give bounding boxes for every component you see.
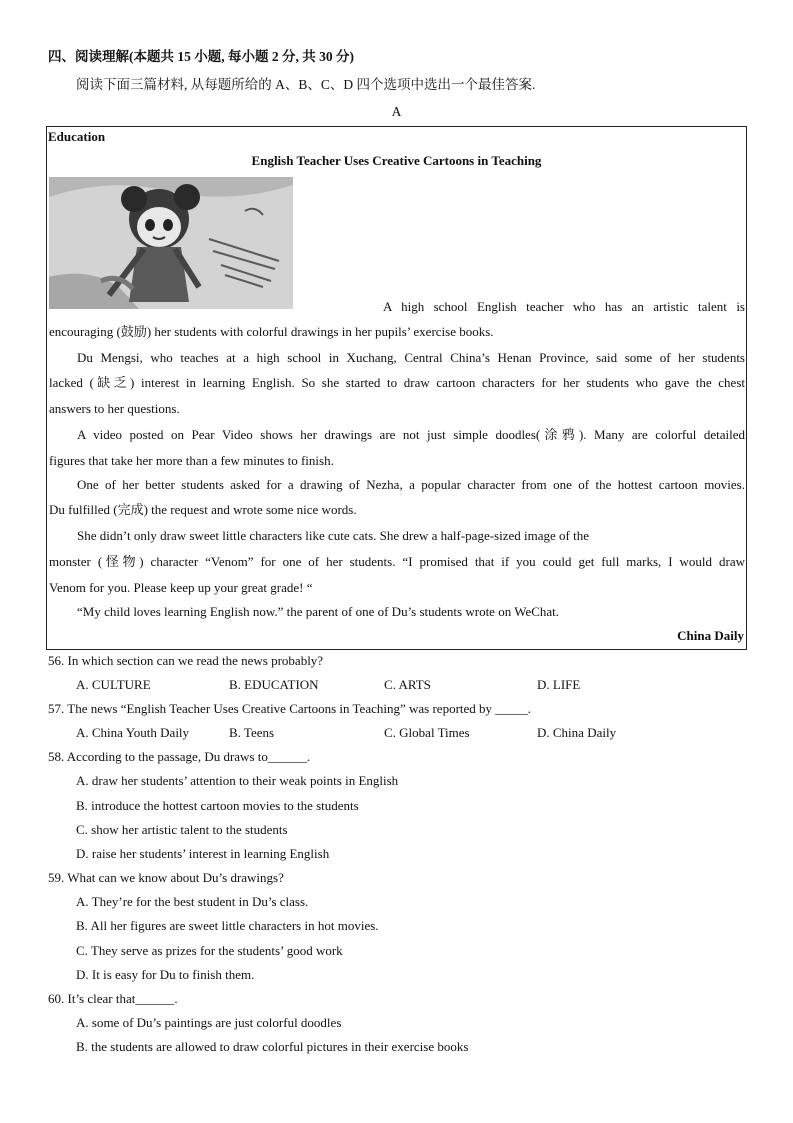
question-57-option-d: D. China Daily <box>537 725 617 740</box>
question-60-option-a: A. some of Du’s paintings are just colorful doodles <box>76 1015 342 1030</box>
article-line-3: Du Mengsi, who teaches at a high school in Xuchang, Central China’s Henan Province, said some of her students <box>77 350 745 365</box>
article-line-2: encouraging (鼓励) her students with colorful drawings in her pupils’ exercise books. <box>49 324 494 339</box>
article-line-10: She didn’t only draw sweet little characters like cute cats. She drew a half-page-sized image of the <box>77 528 589 543</box>
question-58-option-a: A. draw her students’ attention to their weak points in English <box>76 773 399 788</box>
article-line-1: A high school English teacher who has an artistic talent is <box>383 299 745 314</box>
question-60-option-b: B. the students are allowed to draw colorful pictures in their exercise books <box>76 1039 469 1054</box>
question-59-option-c: C. They serve as prizes for the students’ good work <box>76 943 343 958</box>
question-56-stem: 56. In which section can we read the news probably? <box>48 653 324 668</box>
question-59-option-a: A. They’re for the best student in Du’s class. <box>76 894 309 909</box>
question-56-option-d: D. LIFE <box>537 677 581 692</box>
question-57-stem: 57. The news “English Teacher Uses Creative Cartoons in Teaching” was reported by _____. <box>48 701 532 716</box>
question-59-option-d: D. It is easy for Du to finish them. <box>76 967 255 982</box>
question-60-stem: 60. It’s clear that______. <box>48 991 178 1006</box>
article-line-9: Du fulfilled (完成) the request and wrote some nice words. <box>49 502 357 517</box>
section-instruction: 阅读下面三篇材料, 从每题所给的 A、B、C、D 四个选项中选出一个最佳答案. <box>76 77 536 92</box>
article-line-12: Venom for you. Please keep up your great grade! “ <box>49 580 313 595</box>
question-59-option-b: B. All her figures are sweet little characters in hot movies. <box>76 918 379 933</box>
question-58-stem: 58. According to the passage, Du draws to______. <box>48 749 311 764</box>
question-59-stem: 59. What can we know about Du’s drawings? <box>48 870 284 885</box>
question-56-option-c: C. ARTS <box>384 677 431 692</box>
article-line-11: monster (怪物) character “Venom” for one of her students. “I promised that if you could get full marks, I would draw <box>49 554 745 569</box>
question-57-option-b: B. Teens <box>229 725 275 740</box>
article-line-6: A video posted on Pear Video shows her drawings are not just simple doodles(涂鸦). Many are colorful detailed <box>77 427 745 442</box>
question-58-option-c: C. show her artistic talent to the students <box>76 822 288 837</box>
cartoon-drawing-icon <box>49 177 293 309</box>
article-title: English Teacher Uses Creative Cartoons in Teaching <box>251 153 542 168</box>
section-heading: 四、阅读理解(本题共 15 小题, 每小题 2 分, 共 30 分) <box>48 49 354 64</box>
question-58-option-b: B. introduce the hottest cartoon movies to the students <box>76 798 359 813</box>
passage-label: A <box>391 104 402 119</box>
article-box <box>46 126 747 650</box>
question-58-option-d: D. raise her students’ interest in learning English <box>76 846 330 861</box>
question-57-option-c: C. Global Times <box>384 725 470 740</box>
article-line-13: “My child loves learning English now.” the parent of one of Du’s students wrote on WeChat. <box>77 604 560 619</box>
question-57-option-a: A. China Youth Daily <box>76 725 190 740</box>
cartoon-photo <box>49 177 293 309</box>
article-source: China Daily <box>677 628 744 643</box>
article-line-8: One of her better students asked for a drawing of Nezha, a popular character from one of the hottest cartoon movies. <box>77 477 745 492</box>
article-line-5: answers to her questions. <box>49 401 180 416</box>
article-line-7: figures that take her more than a few minutes to finish. <box>49 453 334 468</box>
question-56-option-b: B. EDUCATION <box>229 677 319 692</box>
question-56-option-a: A. CULTURE <box>76 677 151 692</box>
article-line-4: lacked (缺乏) interest in learning English. So she started to draw cartoon characters for her students who gave the chest <box>49 375 745 390</box>
article-section-label: Education <box>48 129 106 144</box>
